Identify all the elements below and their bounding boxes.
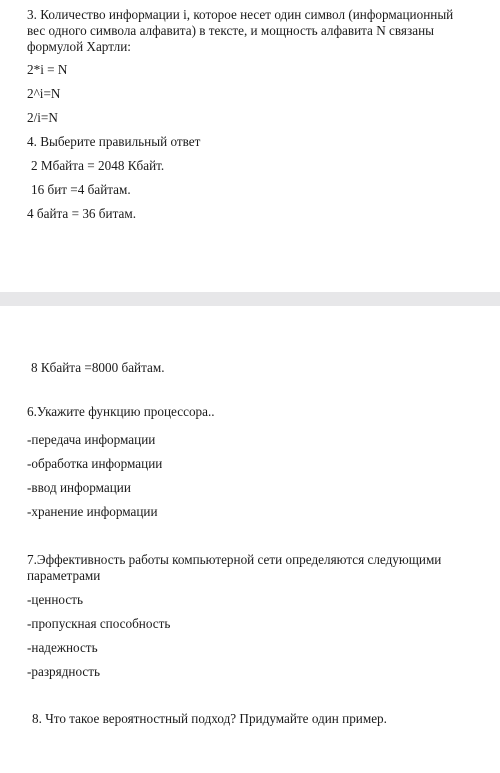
page-separator bbox=[0, 292, 500, 306]
question-4-option-4: 8 Кбайта =8000 байтам. bbox=[31, 360, 165, 375]
question-7-text-line-2: параметрами bbox=[27, 568, 101, 583]
question-3-text-line-1: 3. Количество информации i, которое несет один символ (информационный bbox=[27, 7, 454, 22]
question-7-option-4: -разрядность bbox=[27, 664, 101, 679]
question-7-option-2: -пропускная способность bbox=[27, 616, 171, 631]
question-4-option-1: 2 Мбайта = 2048 Кбайт. bbox=[31, 158, 165, 173]
question-6-option-4: -хранение информации bbox=[27, 504, 158, 519]
question-6-heading: 6.Укажите функцию процессора.. bbox=[27, 404, 215, 419]
question-7-option-1: -ценность bbox=[27, 592, 83, 607]
question-8-text: 8. Что такое вероятностный подход? Придумайте один пример. bbox=[32, 711, 387, 726]
document-page-2 bbox=[0, 306, 500, 773]
question-4-option-3: 4 байта = 36 битам. bbox=[27, 206, 136, 221]
question-4-heading: 4. Выберите правильный ответ bbox=[27, 134, 201, 149]
question-6-option-3: -ввод информации bbox=[27, 480, 131, 495]
question-3-text-line-3: формулой Хартли: bbox=[27, 39, 131, 54]
question-3-text-line-2: вес одного символа алфавита) в тексте, и мощность алфавита N связаны bbox=[27, 23, 434, 38]
question-3-option-3: 2/i=N bbox=[27, 110, 58, 125]
document-page-1 bbox=[0, 0, 500, 292]
question-4-option-2: 16 бит =4 байтам. bbox=[31, 182, 131, 197]
question-3-option-2: 2^i=N bbox=[27, 86, 61, 101]
question-3-option-1: 2*i = N bbox=[27, 62, 68, 77]
question-6-option-1: -передача информации bbox=[27, 432, 156, 447]
question-7-option-3: -надежность bbox=[27, 640, 98, 655]
question-6-option-2: -обработка информации bbox=[27, 456, 163, 471]
question-7-text-line-1: 7.Эффективность работы компьютерной сети определяются следующими bbox=[27, 552, 442, 567]
